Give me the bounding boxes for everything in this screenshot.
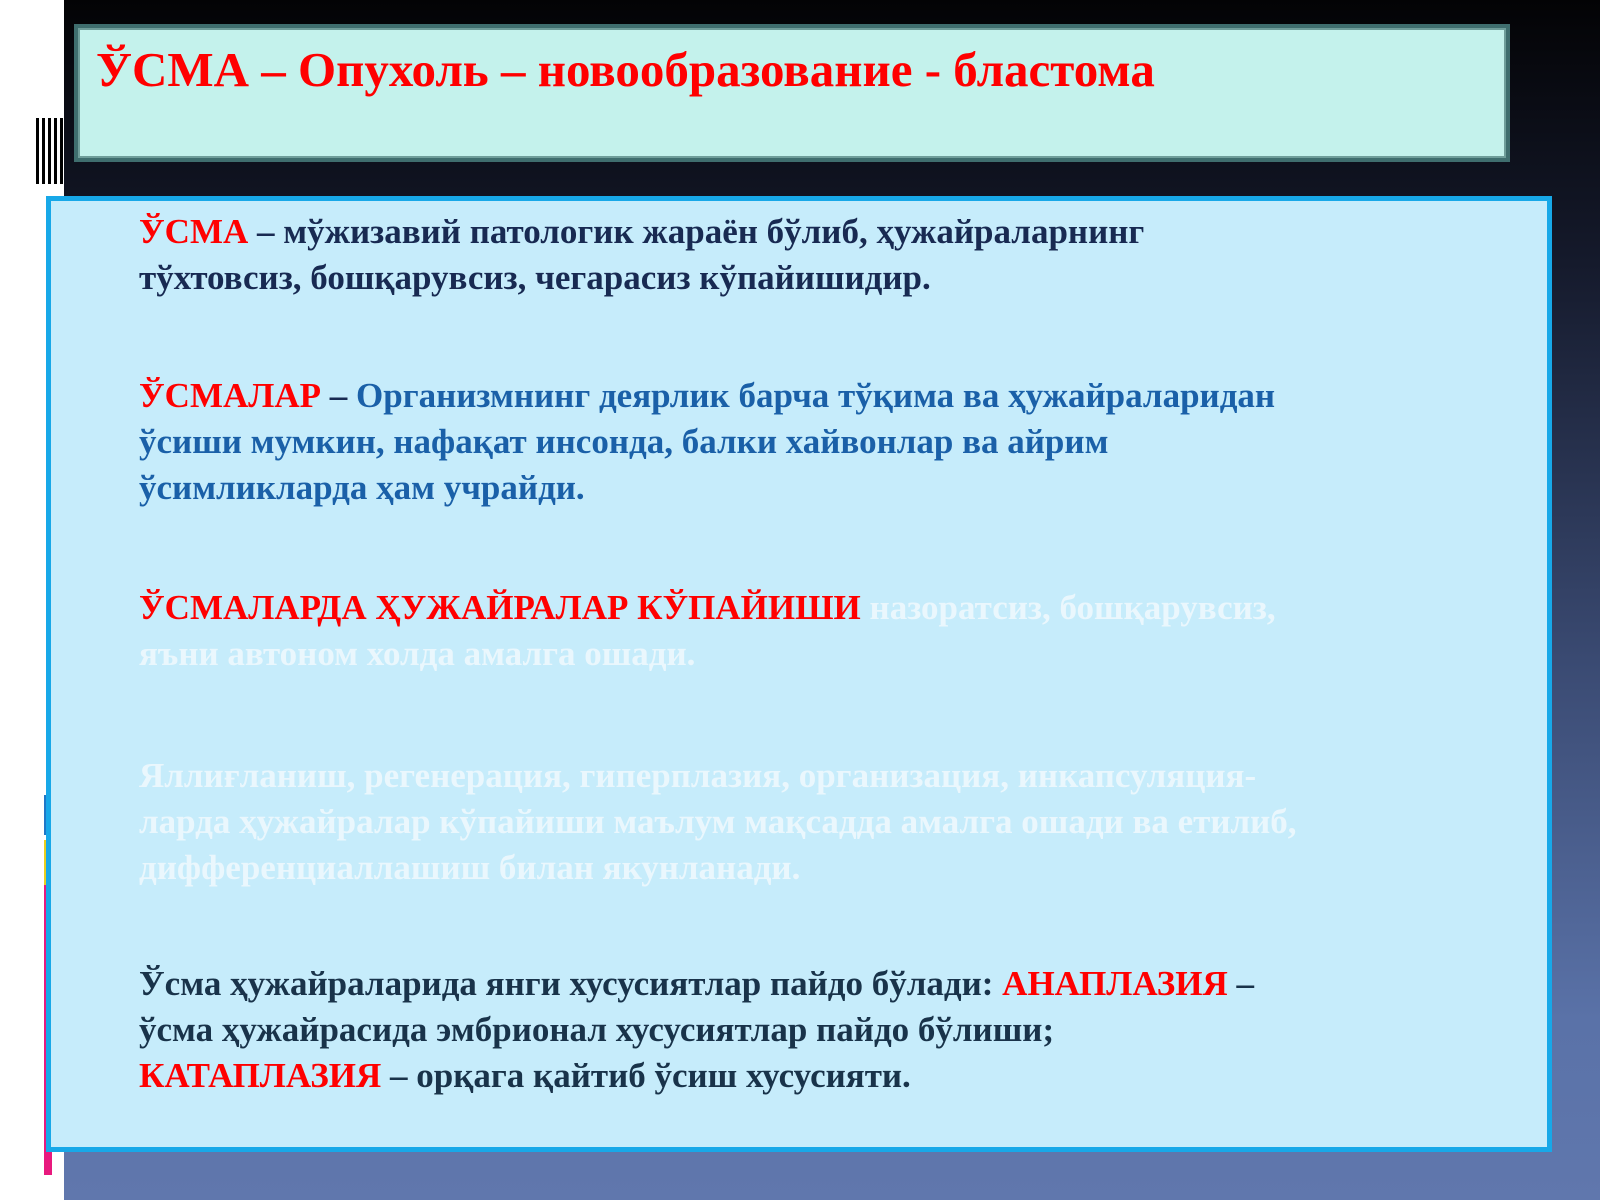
content-box — [46, 196, 1552, 1152]
decorative-stripes — [36, 118, 64, 184]
inflammation-text-line2: ларда ҳужайралар кўпайиши маълум мақсадда амалга ошади ва етилиб, — [139, 802, 1297, 841]
definition-text-line2: тўхтовсиз, бошқарувсиз, чегарасиз кўпайишидир. — [139, 258, 931, 297]
term-cell-proliferation: ЎСМАЛАРДА ҲУЖАЙРАЛАР КЎПАЙИШИ — [139, 588, 861, 627]
term-anaplasia: АНАПЛАЗИЯ — [1002, 964, 1228, 1003]
origin-text-line1: Организмнинг деярлик барча тўқима ва ҳужайраларидан — [356, 376, 1276, 415]
term-usma: ЎСМА — [139, 212, 249, 251]
dash-separator: – — [321, 376, 357, 415]
anaplasia-dash: – — [1227, 964, 1255, 1003]
paragraph-definition — [139, 209, 1539, 301]
anaplasia-text-line1: Ўсма ҳужайраларида янги хусусиятлар пайдо бўлади: — [139, 964, 1003, 1003]
inflammation-text-line3: дифференциаллашиш билан якунланади. — [139, 848, 801, 887]
origin-text-line3: ўсимликларда ҳам учрайди. — [139, 468, 585, 507]
anaplasia-text-line2: ўсма ҳужайрасида эмбрионал хусусиятлар пайдо бўлиши; — [139, 1010, 1055, 1049]
paragraph-anaplasia — [139, 961, 1539, 1099]
origin-text-line2: ўсиши мумкин, нафақат инсонда, балки хайвонлар ва айрим — [139, 422, 1109, 461]
paragraph-tumors-origin — [139, 373, 1539, 511]
proliferation-text-line1: назоратсиз, бошқарувсиз, — [860, 588, 1276, 627]
paragraph-inflammation — [139, 753, 1539, 891]
proliferation-text-line2: яъни автоном холда амалга ошади. — [139, 634, 696, 673]
paragraph-cell-proliferation — [139, 585, 1539, 677]
term-kataplasia: КАТАПЛАЗИЯ — [139, 1056, 382, 1095]
term-usmalar: ЎСМАЛАР — [139, 376, 322, 415]
title-box — [74, 24, 1510, 162]
inflammation-text-line1: Яллиғланиш, регенерация, гиперплазия, организация, инкапсуляция- — [139, 756, 1257, 795]
slide-title: ЎСМА – Опухоль – новообразование - бластома — [96, 42, 1155, 97]
definition-text-line1: – мўжизавий патологик жараён бўлиб, ҳужайраларнинг — [248, 212, 1145, 251]
kataplasia-text: – орқага қайтиб ўсиш хусусияти. — [381, 1056, 911, 1095]
